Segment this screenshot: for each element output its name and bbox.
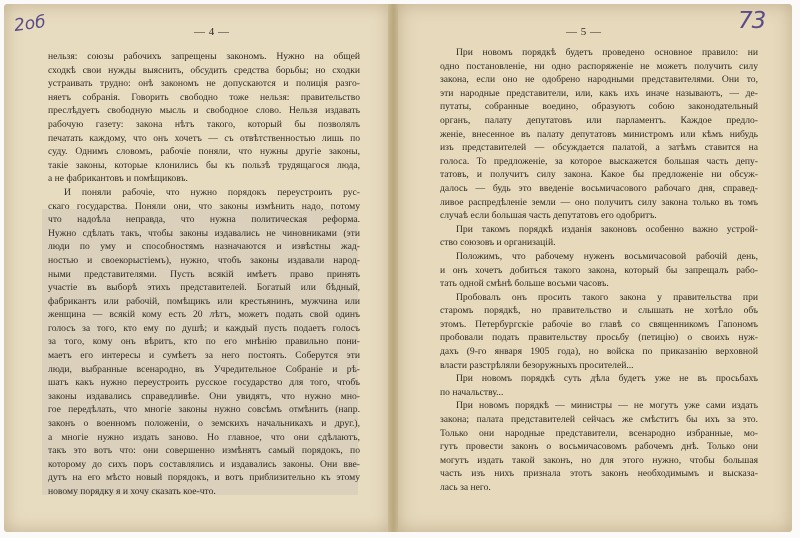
right-text-line: При новомъ порядкѣ — министры — не могутъ уже сами издать <box>456 400 758 412</box>
left-text-line: рабочую газету: закона нѣтъ такого, который бы позволялъ <box>48 118 360 130</box>
left-page-number: — 4 — <box>194 26 230 38</box>
left-text-line: такіе законы, которые клонились бы къ пользѣ трудящагося люда, <box>48 159 360 171</box>
left-text-line: гое передѣлать, что многіе законы нужно совсѣмъ отмѣнить (напр. <box>48 404 360 416</box>
left-text-line: новому порядку я и хочу сказать кое-что. <box>48 486 216 497</box>
left-page <box>4 4 390 532</box>
right-text-line: Положимъ, что рабочему нуженъ восьмичасовой рабочій день, <box>456 250 758 262</box>
right-page-text <box>440 46 758 495</box>
left-text-line: а не фабрикантовъ и помѣщиковъ. <box>48 173 188 185</box>
right-text-line: случаѣ если большая часть депутатовъ его одобритъ. <box>440 210 657 222</box>
left-text-line: няетъ собранія. Говорить свободно тоже нельзя: правительство <box>48 91 360 103</box>
left-text-line: за того, кому онъ вѣритъ, кто по его мнѣнію правильно пони- <box>48 336 360 348</box>
left-pencil-mark: 2об <box>12 11 47 37</box>
left-text-line: Нужно сдѣлать такъ, чтобы законы издавались не чиновниками (эти <box>48 227 360 239</box>
right-text-line: эти народные представители, или, какъ ихъ иначе называютъ, — де- <box>440 87 758 99</box>
right-text-line: закона; палата представителей сейчасъ же смѣститъ бы ихъ за это. <box>440 414 758 426</box>
right-pencil-mark: 73 <box>738 8 766 34</box>
left-text-line: скаго государства. Поняли они, что законы измѣнить надо, потому <box>48 200 360 212</box>
left-text-line: законъ о военномъ положеніи, о земскихъ начальникахъ и друг.), <box>48 418 360 430</box>
left-text-line: нельзя: союзы рабочихъ запрещены закономъ. Нужно на общей <box>48 51 360 62</box>
left-text-line: женщина — всякій кому есть 20 лѣтъ, можетъ подать свой одинъ <box>48 309 360 321</box>
right-text-line: далось — будь это введеніе восьмичасового рабочаго дня, справед- <box>440 182 758 194</box>
right-text-line: татовъ, и получитъ силу закона. Какое бы предложеніе ни обсуж- <box>440 169 758 181</box>
left-text-line: участіе въ выборѣ этихъ представителей. Богатый или бѣдный, <box>48 282 360 294</box>
left-text-line: такъ это вотъ что: они совершенно измѣнятъ самый порядокъ, по <box>48 445 360 457</box>
right-text-line: закона, если оно не одобрено народными представителями. Они то, <box>440 74 758 86</box>
left-text-line: ными представителями. Пусть всякій имѣетъ право принять <box>48 268 360 280</box>
left-text-line: устраивать трудно: онѣ закономъ не допускаются и полиція разго- <box>48 78 360 90</box>
right-text-line: При новомъ порядкѣ будетъ проведено основное правило: ни <box>456 47 758 58</box>
right-text-line: При новомъ порядкѣ суть дѣла будетъ уже не въ просьбахъ <box>456 373 758 385</box>
right-text-line: этомъ. Петербургскіе рабочіе во главѣ со священникомъ Гапономъ <box>440 318 758 330</box>
right-text-line: пробовали подать правительству просьбу (петицію) о своихъ нуж- <box>440 332 758 344</box>
left-text-line: а многіе нужно издать заново. Но главное, что они сдѣлаютъ, <box>48 431 360 443</box>
right-page <box>398 4 792 532</box>
right-text-line: могутъ издать такой законъ, но для этого нужно, чтобы большая <box>440 454 758 466</box>
right-text-line: путаты, собранные воедино, образуютъ собою законодательный <box>440 101 758 113</box>
right-page-number: — 5 — <box>566 26 602 38</box>
right-text-line: женіе, внесенное въ палату депутатовъ министромъ или кѣмъ нибудь <box>440 128 758 140</box>
right-text-line: часть изъ нихъ признала этотъ законъ необходимымъ и высказа- <box>440 468 758 480</box>
left-text-line: которому до сихъ поръ составлялись и издавались законы. Они вве- <box>48 458 360 470</box>
left-text-line: законы издавались справедливѣе. Они увидятъ, что нужно мно- <box>48 390 360 402</box>
right-text-line: При такомъ порядкѣ изданія законовъ особенно важно устрой- <box>456 223 758 235</box>
left-text-line: люди, выбранные всенародно, въ Учредительное Собраніе и рѣ- <box>48 363 360 375</box>
left-text-line: преслѣдуетъ свободную мысль и свободное слово. Нельзя издавать <box>48 105 360 117</box>
left-text-line: голосъ за того, кто ему по душѣ; и каждый пусть подаетъ голосъ <box>48 322 360 334</box>
right-text-line: власти разстрѣляли безоружныхъ просителей... <box>440 359 634 371</box>
left-text-line: маетъ его интересы и сумѣетъ за него постоять. Соберутся эти <box>48 350 360 362</box>
right-text-line: изъ представителей — обсуждается палатой, а затѣмъ ставится на <box>440 142 758 154</box>
right-text-line: дахъ (9-го января 1905 года), но войска по приказанію верховной <box>440 346 758 358</box>
right-text-line: и онъ хочетъ добиться такого закона, который бы запрещалъ рабо- <box>440 264 758 276</box>
left-text-line: что надоѣла неправдa, что нужна политическая реформа. <box>48 214 360 226</box>
left-text-line: ностью и своекорыстіемъ), нужно, чтобъ законы издавали народ- <box>48 254 360 266</box>
left-text-line: шатъ какъ нужно переустроить русское государство для того, чтобъ <box>48 377 360 389</box>
right-text-line: одно постановленіе, ни одно распоряженіе не можетъ получить силу <box>440 60 758 72</box>
left-page-text <box>48 50 360 499</box>
right-text-line: старомъ порядкѣ, но правительство и слышать не хотѣло объ <box>440 305 758 317</box>
right-text-line: Только они народные представители, всенародно избранные, мо- <box>440 427 758 439</box>
left-text-line: печатать каждому, что онъ хочетъ — съ отвѣтственностью лишь по <box>48 132 360 144</box>
left-text-line: фабрикантъ или рабочій, помѣщикъ или крестьянинъ, мужчина или <box>48 295 360 307</box>
right-text-line: ство союзовъ и организацій. <box>440 237 556 249</box>
left-text-line: И поняли рабочіе, что нужно порядокъ переустроить рус- <box>64 186 360 198</box>
left-text-line: дутъ на его мѣсто новый порядокъ, и вотъ приблизительно къ этому <box>48 472 360 484</box>
right-text-line: ливое распредѣленіе земли — оно получитъ силу закона только въ томъ <box>440 196 758 208</box>
right-text-line: Пробовалъ онъ просить такого закона у правительства при <box>456 291 758 303</box>
right-text-line: тать одной смѣнѣ больше восьми часовъ. <box>440 278 609 290</box>
right-text-line: голоса. То предложеніе, за которое выскажется большая часть депу- <box>440 155 758 167</box>
right-text-line: органъ, палату депутатовъ или парламентъ. Каждое предло- <box>440 114 758 126</box>
left-text-line: люди по уму и способностямъ назначаются и извѣстны жад- <box>48 241 360 253</box>
left-text-line: суду. Однимъ словомъ, рабочіе поняли, что нужны другіе законы, <box>48 146 360 158</box>
right-text-line: по начальству... <box>440 386 504 398</box>
left-text-line: сходкѣ свои нужды выяснить, обсудить средства борьбы; но сходки <box>48 64 360 76</box>
right-text-line: гутъ провести законъ о восьмичасовомъ рабочемъ днѣ. Только они <box>440 441 758 453</box>
right-text-line: лась за него. <box>440 482 491 493</box>
